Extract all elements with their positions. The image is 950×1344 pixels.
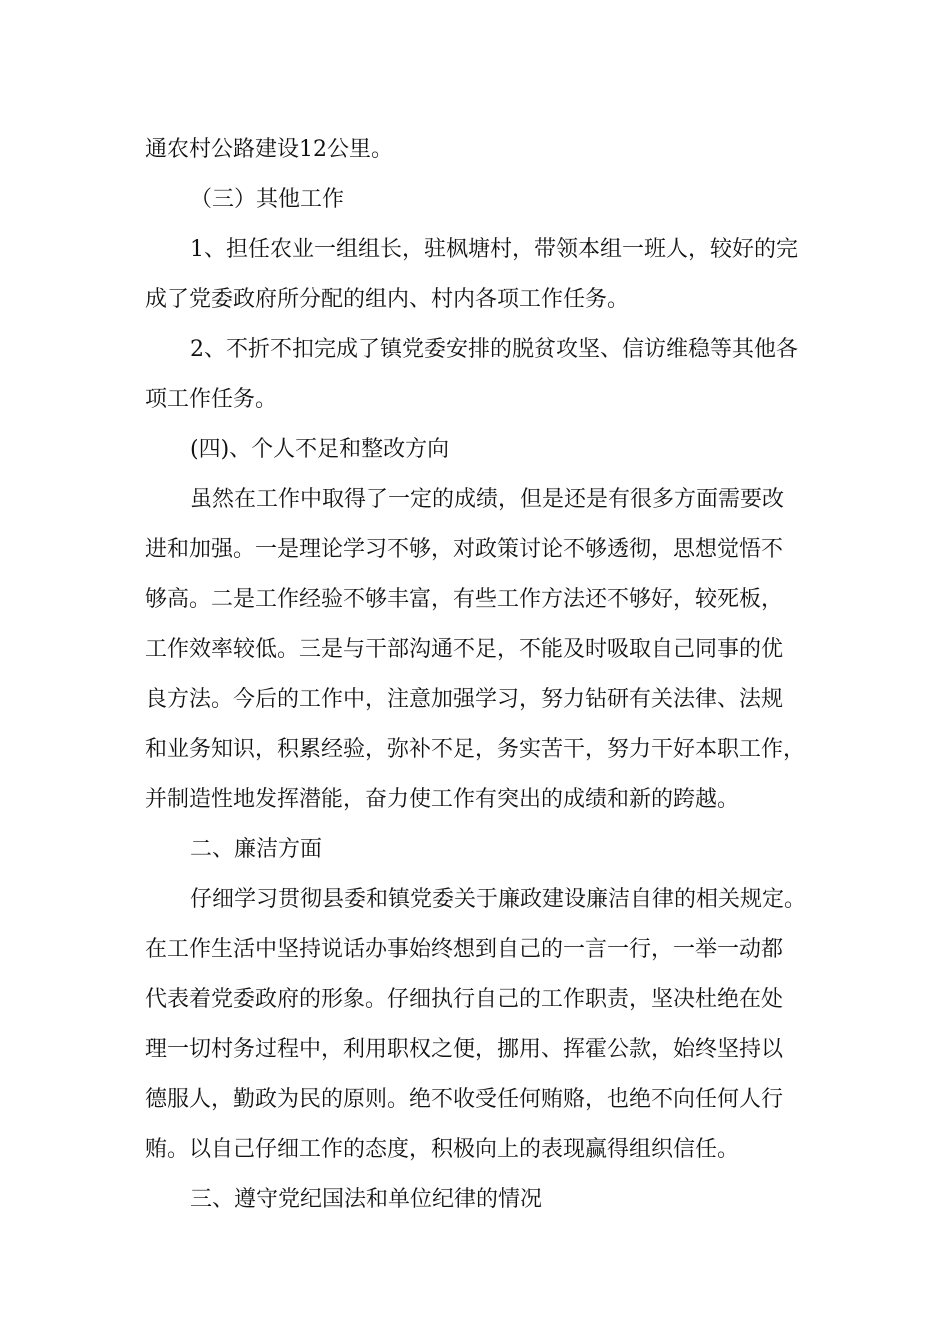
paragraph-line: 虽然在工作中取得了一定的成绩，但是还是有很多方面需要改 — [190, 487, 785, 512]
paragraph-line: 进和加强。一是理论学习不够，对政策讨论不够透彻，思想觉悟不 — [145, 537, 784, 562]
paragraph-line: 通农村公路建设12公里。 — [145, 137, 393, 162]
section-heading: (四)、个人不足和整改方向 — [190, 437, 450, 462]
paragraph-line: 仔细学习贯彻县委和镇党委关于廉政建设廉洁自律的相关规定。 — [190, 887, 807, 912]
paragraph-line: 理一切村务过程中，利用职权之便，挪用、挥霍公款，始终坚持以 — [145, 1037, 784, 1062]
section-heading: 二、廉洁方面 — [190, 837, 323, 862]
paragraph-line: 和业务知识，积累经验，弥补不足，务实苦干，努力干好本职工作， — [145, 737, 806, 762]
section-heading: 三、遵守党纪国法和单位纪律的情况 — [190, 1187, 543, 1212]
paragraph-line: 够高。二是工作经验不够丰富，有些工作方法还不够好，较死板， — [145, 587, 784, 612]
paragraph-line: 德服人，勤政为民的原则。绝不收受任何贿赂，也绝不向任何人行 — [145, 1087, 784, 1112]
paragraph-line: 在工作生活中坚持说话办事始终想到自己的一言一行，一举一动都 — [145, 937, 784, 962]
paragraph-line: 代表着党委政府的形象。仔细执行自己的工作职责，坚决杜绝在处 — [145, 987, 784, 1012]
paragraph-line: 成了党委政府所分配的组内、村内各项工作任务。 — [145, 287, 630, 312]
paragraph-line: 工作效率较低。三是与干部沟通不足，不能及时吸取自己同事的优 — [145, 637, 784, 662]
paragraph-line: 1、担任农业一组组长，驻枫塘村，带领本组一班人，较好的完 — [190, 237, 798, 262]
paragraph-line: 2、不折不扣完成了镇党委安排的脱贫攻坚、信访维稳等其他各 — [190, 337, 798, 362]
paragraph-line: 并制造性地发挥潜能，奋力使工作有突出的成绩和新的跨越。 — [145, 787, 740, 812]
paragraph-line: 良方法。今后的工作中，注意加强学习，努力钻研有关法律、法规 — [145, 687, 784, 712]
paragraph-line: 贿。以自己仔细工作的态度，积极向上的表现赢得组织信任。 — [145, 1137, 740, 1162]
paragraph-line: 项工作任务。 — [145, 387, 278, 412]
section-heading: （三）其他工作 — [190, 187, 345, 212]
